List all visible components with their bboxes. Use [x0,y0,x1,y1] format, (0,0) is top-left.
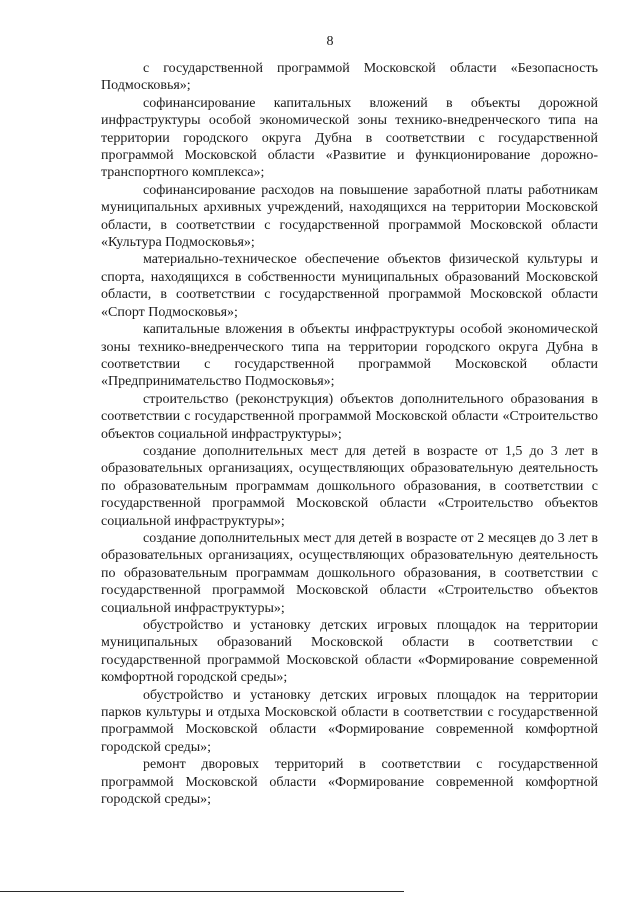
paragraph-5: капитальные вложения в объекты инфраструктуры особой экономической зоны технико-внедренческого типа на территории городского округа Дубна в соответствии с государственной программой Московской области «Предпринимательство Подмосковья»; [101,322,598,390]
paragraph-9: обустройство и установку детских игровых площадок на территории муниципальных образований Московской области в соответствии с государственной программой Московской области «Формирование современной комфортной городской среды»; [101,618,598,686]
paragraph-11: ремонт дворовых территорий в соответствии с государственной программой Московской области «Формирование современной комфортной городской среды»; [101,757,598,808]
paragraph-3: софинансирование расходов на повышение заработной платы работникам муниципальных архивных учреждений, находящихся на территории Московской области, в соответствии с государственной программой Московской области «Культура Подмосковья»; [101,182,598,251]
paragraph-4: материально-техническое обеспечение объектов физической культуры и спорта, находящихся в собственности муниципальных образований Московской области, в соответствии с государственной программой Московской области «Спорт Подмосковья»; [101,252,598,320]
document-body [101,60,598,808]
paragraph-2: софинансирование капитальных вложений в объекты дорожной инфраструктуры особой экономической зоны технико-внедренческого типа на территории городского округа Дубна в соответствии с государственной программой Московской области «Развитие и функционирование дорожно-транспортного комплекса»; [101,95,598,181]
page-number: 8 [326,34,334,49]
paragraph-8: создание дополнительных мест для детей в возрасте от 2 месяцев до 3 лет в образовательных организациях, осуществляющих образовательную деятельность по образовательным программам дошкольного образования, в соответствии с государственной программой Московской области «Строительство объектов социальной инфраструктуры»; [101,530,598,616]
paragraph-7: создание дополнительных мест для детей в возрасте от 1,5 до 3 лет в образовательных организациях, осуществляющих образовательную деятельность по образовательным программам дошкольного образования, в соответствии с государственной программой Московской области «Строительство объектов социальной инфраструктуры»; [101,443,598,529]
paragraph-10: обустройство и установку детских игровых площадок на территории парков культуры и отдыха Московской области в соответствии с государственной программой Московской области «Формирование современной комфортной городской среды»; [101,687,598,755]
paragraph-6: строительство (реконструкция) объектов дополнительного образования в соответствии с государственной программой Московской области «Строительство объектов социальной инфраструктуры»; [101,391,598,442]
paragraph-1: с государственной программой Московской области «Безопасность Подмосковья»; [101,61,598,94]
bottom-divider [0,891,404,892]
